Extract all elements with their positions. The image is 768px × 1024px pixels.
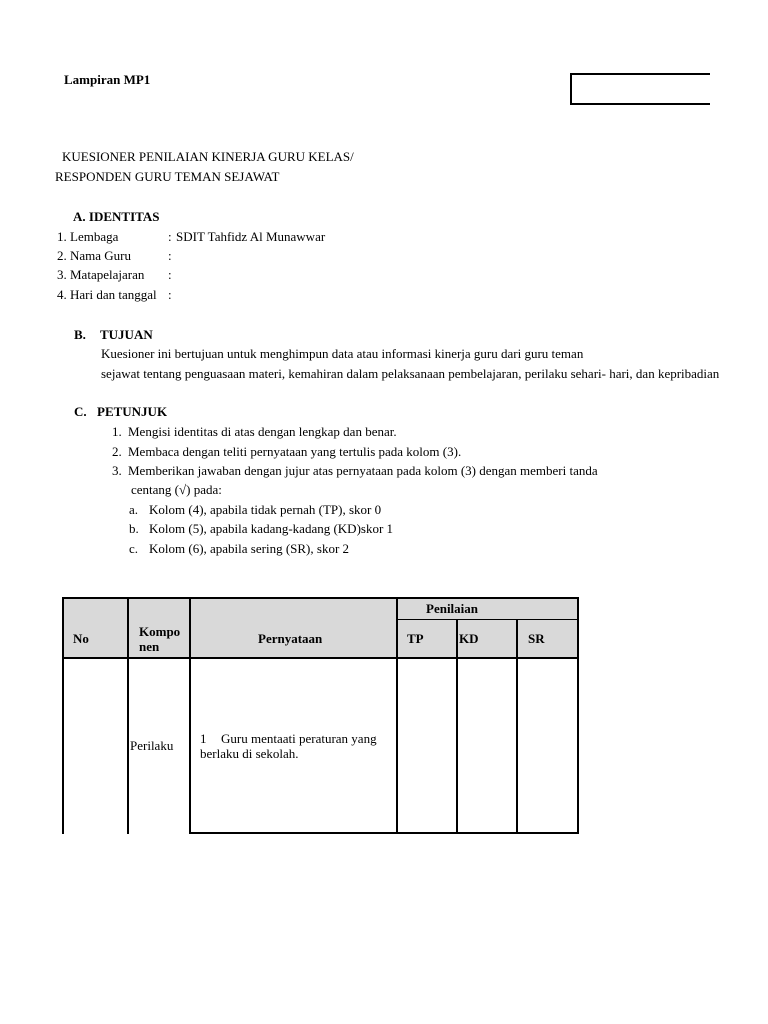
attachment-label: Lampiran MP1 [64, 72, 151, 87]
section-petunjuk-heading: PETUNJUK [97, 404, 168, 419]
row-statement-line2: berlaku di sekolah. [200, 746, 299, 761]
header-kd: KD [459, 631, 479, 646]
tujuan-text-line2-clip [101, 366, 720, 382]
header-penilaian: Penilaian [426, 601, 479, 616]
code-box [570, 73, 710, 105]
petunjuk-item-2-number: 2. [112, 444, 122, 459]
section-tujuan-heading: TUJUAN [100, 327, 153, 342]
col-divider-pernyataan [396, 597, 398, 834]
identitas-colon-2: : [168, 248, 172, 263]
col-divider-tp [456, 619, 458, 834]
identitas-colon-1: : [168, 229, 172, 244]
header-komponen-line1: Kompo [139, 624, 181, 639]
table-top-border [63, 597, 579, 599]
table-header-bottom-border [63, 657, 579, 659]
petunjuk-item-3-continued: centang (√) pada: [131, 482, 222, 497]
col-divider-no [127, 597, 129, 834]
identitas-colon-3: : [168, 267, 172, 282]
col-divider-komponen [189, 597, 191, 834]
col-divider-kd [516, 619, 518, 834]
identitas-label-2: 2. Nama Guru [57, 248, 132, 263]
section-tujuan-number: B. [74, 327, 86, 342]
header-tp: TP [407, 631, 424, 646]
tujuan-text-line2: sejawat tentang penguasaan materi, kemahiran dalam pelaksanaan pembelajaran, perilaku sehari- hari, dan kepribadian [101, 366, 720, 381]
petunjuk-item-3-text: Memberikan jawaban dengan jujur atas pernyataan pada kolom (3) dengan memberi tanda [128, 463, 598, 478]
petunjuk-subitem-b-letter: b. [129, 521, 139, 536]
identitas-label-4-clip [57, 287, 157, 303]
petunjuk-subitem-a-letter: a. [129, 502, 139, 517]
document-title-line1: KUESIONER PENILAIAN KINERJA GURU KELAS/ [62, 149, 354, 164]
petunjuk-subitem-a-text: Kolom (4), apabila tidak pernah (TP), skor 0 [149, 502, 382, 517]
document-title-line2: RESPONDEN GURU TEMAN SEJAWAT [55, 169, 280, 184]
identitas-label-3-clip [57, 267, 145, 283]
identitas-label-2-clip [57, 248, 132, 264]
header-pernyataan: Pernyataan [258, 631, 323, 646]
header-sr: SR [528, 631, 545, 646]
row-bottom-border [189, 832, 579, 834]
identitas-label-1-clip [57, 229, 165, 245]
identitas-label-3: 3. Matapelajaran [57, 267, 145, 282]
identitas-label-1: 1. Lembaga [57, 229, 119, 244]
tujuan-text-line1: Kuesioner ini bertujuan untuk menghimpun data atau informasi kinerja guru dari guru teman [101, 346, 584, 361]
identitas-colon-4: : [168, 287, 172, 302]
section-identitas-heading: A. IDENTITAS [73, 209, 160, 224]
row-statement-number: 1 [200, 731, 207, 746]
identitas-value-1: SDIT Tahfidz Al Munawwar [176, 229, 326, 244]
petunjuk-item-1-text: Mengisi identitas di atas dengan lengkap dan benar. [128, 424, 397, 439]
row-statement-line1: Guru mentaati peraturan yang [221, 731, 377, 746]
petunjuk-item-3-number: 3. [112, 463, 122, 478]
petunjuk-subitem-c-letter: c. [129, 541, 139, 556]
row-komponen: Perilaku [130, 738, 174, 753]
table-left-border [62, 597, 64, 834]
penilaian-divider [396, 619, 579, 620]
document-title-line2-clip [55, 169, 422, 185]
petunjuk-item-2-text: Membaca dengan teliti pernyataan yang tertulis pada kolom (3). [128, 444, 462, 459]
header-komponen-line2: nen [139, 639, 160, 654]
petunjuk-subitem-c-text: Kolom (6), apabila sering (SR), skor 2 [149, 541, 350, 556]
petunjuk-item-1-number: 1. [112, 424, 122, 439]
section-petunjuk-number: C. [74, 404, 87, 419]
identitas-label-4: 4. Hari dan tanggal [57, 287, 157, 302]
table-right-border [577, 597, 579, 834]
header-no: No [73, 631, 89, 646]
petunjuk-subitem-b-text: Kolom (5), apabila kadang-kadang (KD)skor 1 [149, 521, 394, 536]
